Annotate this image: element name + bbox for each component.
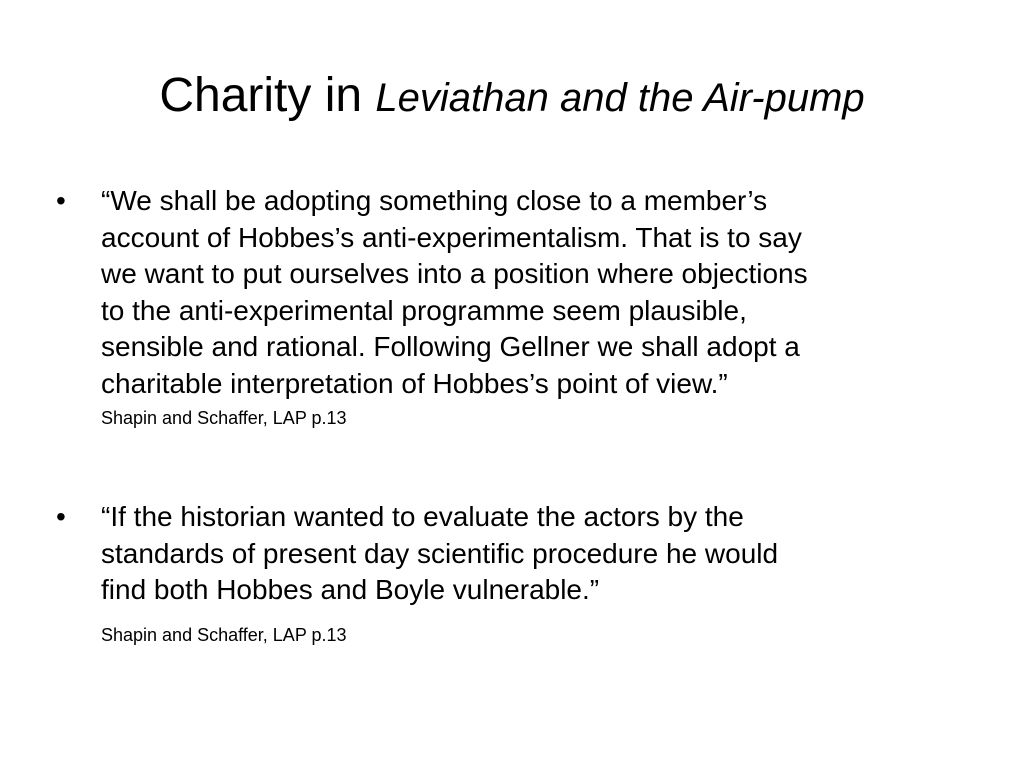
bullet-list	[56, 183, 976, 647]
bullet-item	[56, 183, 976, 430]
bullet-icon: •	[56, 501, 66, 532]
bullet-quote: “If the historian wanted to evaluate the actors by the standards of present day scientific procedure he would find both Hobbes and Boyle vulnerable.”	[101, 501, 779, 605]
bullet-item	[56, 499, 976, 647]
title-plain-text: Charity in	[159, 69, 363, 122]
bullet-citation: Shapin and Schaffer, LAP p.13	[101, 624, 347, 645]
bullet-citation: Shapin and Schaffer, LAP p.13	[101, 408, 347, 428]
slide-title	[0, 66, 1024, 128]
bullet-icon: •	[56, 185, 66, 216]
bullet-quote: “We shall be adopting something close to a member’s account of Hobbes’s anti-experimentalism. That is to say we want to put ourselves into a position where objections to the anti-experimental programme seem plausible, sensible and rational. Following Gellner we shall adopt a charitable interpretation of Hobbes’s point of view.”	[101, 185, 808, 399]
title-italic-text: Leviathan and the Air-pump	[375, 76, 865, 120]
